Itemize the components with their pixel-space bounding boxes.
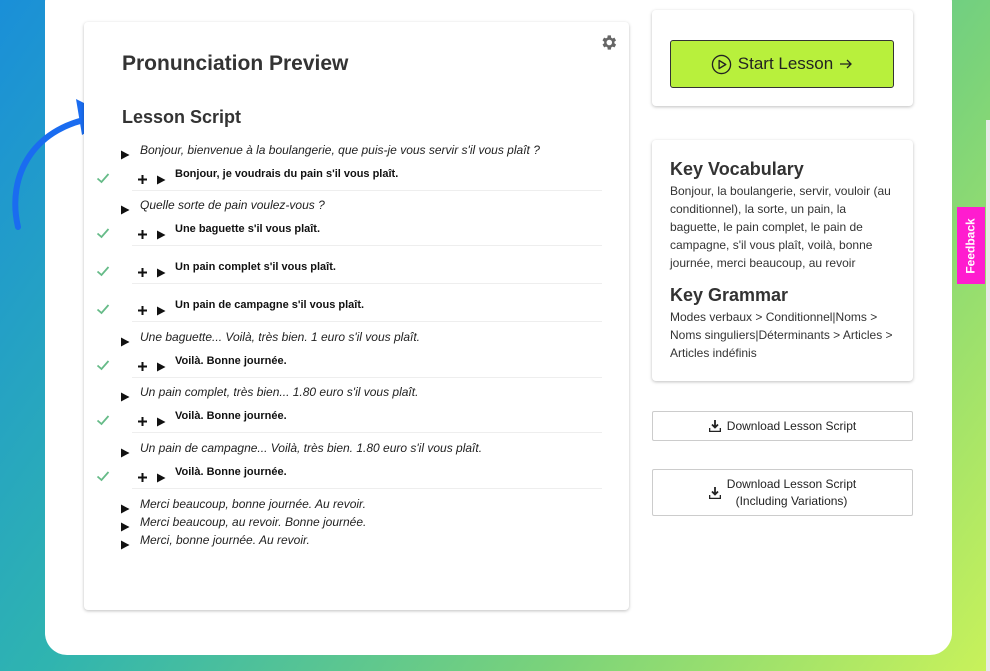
student-line: Voilà. Bonne journée. xyxy=(175,410,287,422)
play-icon[interactable] xyxy=(120,202,130,212)
teacher-line: Merci beaucoup, bonne journée. Au revoir. xyxy=(140,497,366,511)
download-icon xyxy=(709,487,721,499)
plus-icon[interactable] xyxy=(137,359,148,370)
plus-icon[interactable] xyxy=(137,172,148,183)
download-script-button[interactable] xyxy=(652,411,913,441)
play-icon[interactable] xyxy=(156,227,166,237)
key-vocabulary-text: Bonjour, la boulangerie, servir, vouloir (au conditionnel), la sorte, un pain, la baguette, le pain complet, le pain de campagne, s'il vous plaît, voilà, bonne journée, merci beaucoup, au revoir xyxy=(670,184,891,270)
teacher-line: Quelle sorte de pain voulez-vous ? xyxy=(140,198,325,212)
student-line: Un pain de campagne s'il vous plaît. xyxy=(175,299,365,311)
feedback-label: Feedback xyxy=(964,217,979,274)
check-icon xyxy=(96,264,110,278)
student-line: Un pain complet s'il vous plaît. xyxy=(175,261,336,273)
check-icon xyxy=(96,171,110,185)
start-lesson-label: Start Lesson xyxy=(737,54,834,73)
teacher-line: Merci beaucoup, au revoir. Bonne journée. xyxy=(140,515,367,529)
teacher-line: Une baguette... Voilà, très bien. 1 euro s'il vous plaît. xyxy=(140,330,421,344)
line-divider xyxy=(132,283,602,284)
line-divider xyxy=(132,245,602,246)
student-line: Voilà. Bonne journée. xyxy=(175,466,287,478)
plus-icon[interactable] xyxy=(137,303,148,314)
teacher-line: Merci, bonne journée. Au revoir. xyxy=(140,533,310,547)
download-script-label: Download Lesson Script xyxy=(726,419,857,433)
page-title: Pronunciation Preview xyxy=(122,52,349,75)
key-grammar-text: Modes verbaux > Conditionnel|Noms > Noms singuliers|Déterminants > Articles > Articles indéfinis xyxy=(670,310,893,360)
line-divider xyxy=(132,190,602,191)
play-icon[interactable] xyxy=(156,470,166,480)
play-icon[interactable] xyxy=(156,414,166,424)
teacher-line: Un pain de campagne... Voilà, très bien. 1.80 euro s'il vous plaît. xyxy=(140,441,483,455)
feedback-tab[interactable] xyxy=(957,207,985,284)
check-icon xyxy=(96,413,110,427)
student-line: Bonjour, je voudrais du pain s'il vous plaît. xyxy=(175,168,399,180)
check-icon xyxy=(96,358,110,372)
download-icon xyxy=(709,420,721,432)
plus-icon[interactable] xyxy=(137,470,148,481)
download-variations-line1: Download Lesson Script xyxy=(726,476,857,491)
line-divider xyxy=(132,432,602,433)
line-divider xyxy=(132,377,602,378)
key-vocabulary-heading: Key Vocabulary xyxy=(670,159,804,179)
teacher-line: Un pain complet, très bien... 1.80 euro s'il vous plaît. xyxy=(140,385,419,399)
download-script-variations-button[interactable] xyxy=(652,469,913,516)
gear-icon[interactable] xyxy=(599,33,618,52)
play-icon[interactable] xyxy=(120,445,130,455)
start-lesson-button[interactable] xyxy=(670,40,894,88)
line-divider xyxy=(132,321,602,322)
student-line: Une baguette s'il vous plaît. xyxy=(175,223,321,235)
play-icon[interactable] xyxy=(156,303,166,313)
play-icon[interactable] xyxy=(120,519,130,529)
play-icon[interactable] xyxy=(120,389,130,399)
download-variations-line2: (Including Variations) xyxy=(735,493,848,508)
play-icon[interactable] xyxy=(156,265,166,275)
download-variations-text xyxy=(727,476,856,510)
section-title: Lesson Script xyxy=(122,107,242,127)
scrollbar-track[interactable] xyxy=(986,120,990,671)
check-icon xyxy=(96,469,110,483)
check-icon xyxy=(96,302,110,316)
teacher-line: Bonjour, bienvenue à la boulangerie, que puis-je vous servir s'il vous plaît ? xyxy=(140,143,540,157)
play-circle-icon xyxy=(711,54,732,75)
plus-icon[interactable] xyxy=(137,227,148,238)
play-icon[interactable] xyxy=(120,147,130,157)
key-grammar-heading: Key Grammar xyxy=(670,285,789,305)
play-icon[interactable] xyxy=(156,359,166,369)
line-divider xyxy=(132,488,602,489)
play-icon[interactable] xyxy=(120,501,130,511)
play-icon[interactable] xyxy=(120,334,130,344)
check-icon xyxy=(96,226,110,240)
play-icon[interactable] xyxy=(156,172,166,182)
arrow-right-icon xyxy=(839,57,853,71)
play-icon[interactable] xyxy=(120,537,130,547)
plus-icon[interactable] xyxy=(137,265,148,276)
student-line: Voilà. Bonne journée. xyxy=(175,355,287,367)
plus-icon[interactable] xyxy=(137,414,148,425)
